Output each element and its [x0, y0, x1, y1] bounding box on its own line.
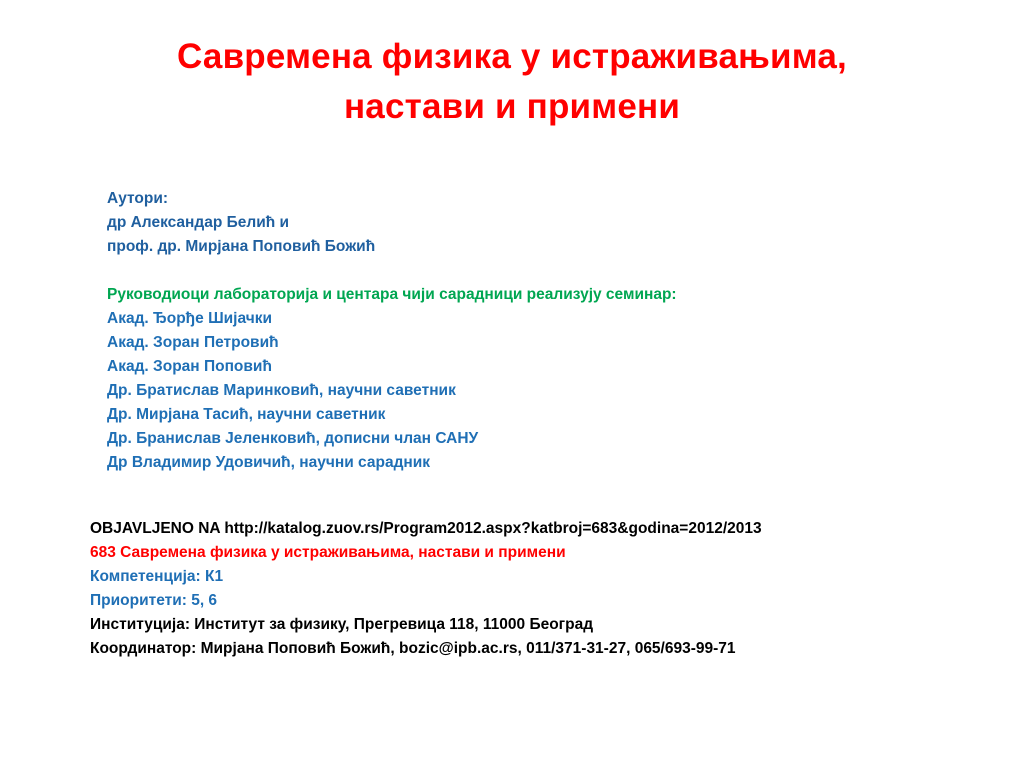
slide-title — [0, 32, 1024, 132]
authors-section — [107, 187, 907, 475]
published-at-line: OBJAVLJENO NA http://katalog.zuov.rs/Program2012.aspx?katbroj=683&godina=2012/2013 — [90, 520, 762, 537]
priorities-line: Приоритети: 5, 6 — [90, 592, 218, 609]
lab-leader-name: Др. Братислав Маринковић, научни саветник — [107, 382, 456, 399]
lab-leaders-heading: Руководиоци лабораторија и центара чији сарадници реализују семинар: — [107, 286, 677, 303]
authors-heading: Аутори: — [107, 190, 169, 207]
lab-leader-name: Акад. Ђорђе Шијачки — [107, 310, 273, 327]
slide-title-line-2: настави и примени — [343, 87, 681, 126]
lab-leader-name: Др Владимир Удовичић, научни сарадник — [107, 454, 431, 471]
lab-leader-name: Др. Бранислав Јеленковић, дописни члан САНУ — [107, 430, 479, 447]
section-spacer — [107, 259, 907, 283]
author-name: др Александар Белић и — [107, 214, 290, 231]
lab-leader-name: Акад. Зоран Поповић — [107, 358, 272, 375]
publication-section — [90, 517, 990, 661]
lab-leader-name: Акад. Зоран Петровић — [107, 334, 279, 351]
author-name: проф. др. Мирјана Поповић Божић — [107, 238, 376, 255]
slide-title-line-1: Савремена физика у истраживањима, — [177, 37, 847, 76]
lab-leader-name: Др. Мирјана Тасић, научни саветник — [107, 406, 386, 423]
program-line: 683 Савремена физика у истраживањима, настави и примени — [90, 544, 566, 561]
institution-line: Институција: Институт за физику, Прегревица 118, 11000 Београд — [90, 616, 594, 633]
coordinator-line: Координатор: Мирјана Поповић Божић, bozic@ipb.ac.rs, 011/371-31-27, 065/693-99-71 — [90, 640, 736, 657]
competence-line: Компетенција: К1 — [90, 568, 224, 585]
